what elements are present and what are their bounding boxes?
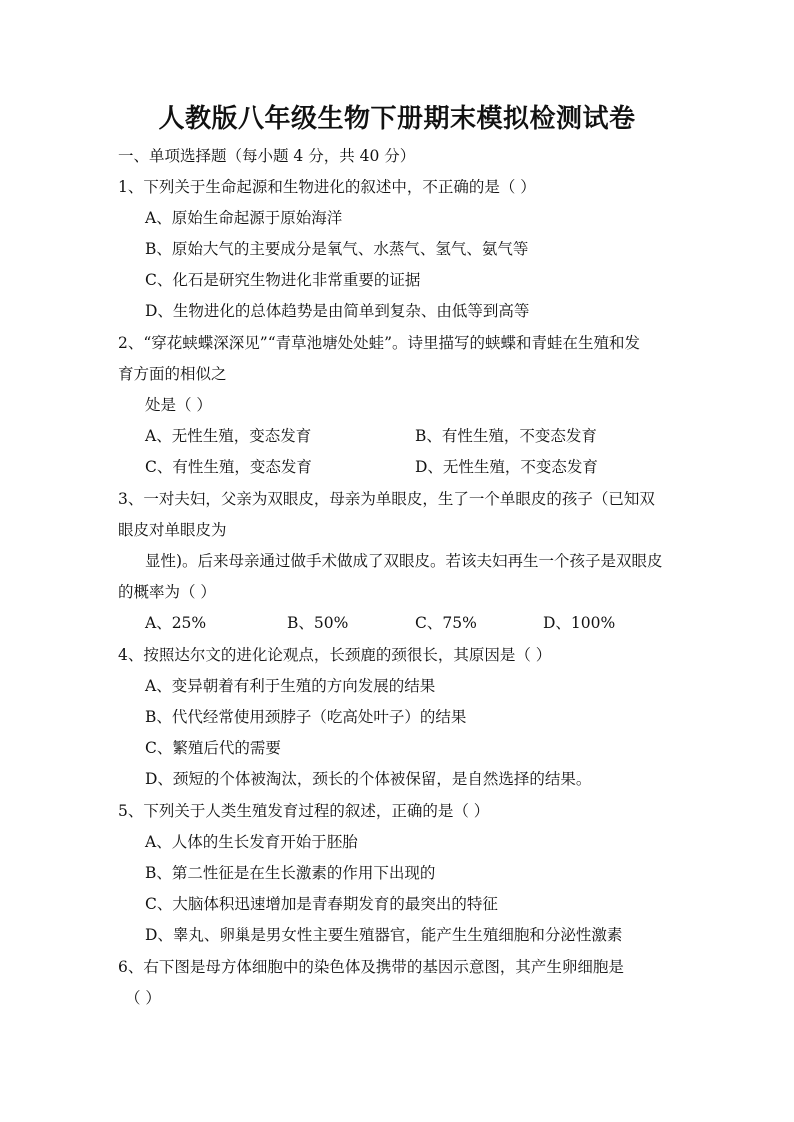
question-4-stem: 4、按照达尔文的进化论观点，长颈鹿的颈很长，其原因是（ ） xyxy=(118,646,552,664)
question-5-option-c: C、大脑体积迅速增加是青春期发育的最突出的特征 xyxy=(145,895,498,913)
question-3-option-d: D、100% xyxy=(543,614,616,632)
question-3-option-b: B、50% xyxy=(287,614,349,632)
question-6-stem-line1: 6、右下图是母方体细胞中的染色体及携带的基因示意图，其产生卵细胞是 xyxy=(118,958,624,976)
question-3-stem-line4: 的概率为（ ） xyxy=(118,583,216,601)
question-4-option-b: B、代代经常使用颈脖子（吃高处叶子）的结果 xyxy=(145,708,467,726)
question-3-stem-line3: 显性)。后来母亲通过做手术做成了双眼皮。若该夫妇再生一个孩子是双眼皮 xyxy=(145,552,663,570)
exam-title: 人教版八年级生物下册期末模拟检测试卷 xyxy=(158,104,636,134)
question-2-option-a: A、无性生殖，变态发育 xyxy=(145,427,312,445)
question-5-option-d: D、睾丸、卵巢是男女性主要生殖器官，能产生生殖细胞和分泌性激素 xyxy=(145,926,623,944)
question-2-stem-line1: 2、“穿花蛱蝶深深见”“青草池塘处处蛙”。诗里描写的蛱蝶和青蛙在生殖和发 xyxy=(118,334,641,352)
question-1-option-a: A、原始生命起源于原始海洋 xyxy=(145,209,343,227)
question-1-option-b: B、原始大气的主要成分是氧气、水蒸气、氢气、氨气等 xyxy=(145,240,529,258)
question-2-option-d: D、无性生殖，不变态发育 xyxy=(415,458,598,476)
question-1-stem: 1、下列关于生命起源和生物进化的叙述中，不正确的是（ ） xyxy=(118,178,536,196)
question-4-option-d: D、颈短的个体被淘汰，颈长的个体被保留，是自然选择的结果。 xyxy=(145,770,592,788)
question-4-option-c: C、繁殖后代的需要 xyxy=(145,739,281,757)
question-4-option-a: A、变异朝着有利于生殖的方向发展的结果 xyxy=(145,677,436,695)
section-heading: 一、单项选择题（每小题 4 分，共 40 分） xyxy=(118,147,416,165)
question-6-stem-line2: （ ） xyxy=(125,989,161,1007)
question-1-option-d: D、生物进化的总体趋势是由简单到复杂、由低等到高等 xyxy=(145,302,530,320)
question-2-option-b: B、有性生殖，不变态发育 xyxy=(415,427,597,445)
question-3-stem-line1: 3、一对夫妇，父亲为双眼皮，母亲为单眼皮，生了一个单眼皮的孩子（已知双 xyxy=(118,490,655,508)
question-2-stem-line2: 育方面的相似之 xyxy=(118,365,227,383)
question-3-option-c: C、75% xyxy=(415,614,477,632)
question-3-option-a: A、25% xyxy=(145,614,207,632)
question-2-stem-line3: 处是（ ） xyxy=(145,396,212,414)
question-2-option-c: C、有性生殖，变态发育 xyxy=(145,458,312,476)
question-5-option-b: B、第二性征是在生长激素的作用下出现的 xyxy=(145,864,436,882)
question-5-option-a: A、人体的生长发育开始于胚胎 xyxy=(145,833,358,851)
question-5-stem: 5、下列关于人类生殖发育过程的叙述，正确的是（ ） xyxy=(118,802,490,820)
question-1-option-c: C、化石是研究生物进化非常重要的证据 xyxy=(145,271,421,289)
question-3-stem-line2: 眼皮对单眼皮为 xyxy=(118,521,227,539)
